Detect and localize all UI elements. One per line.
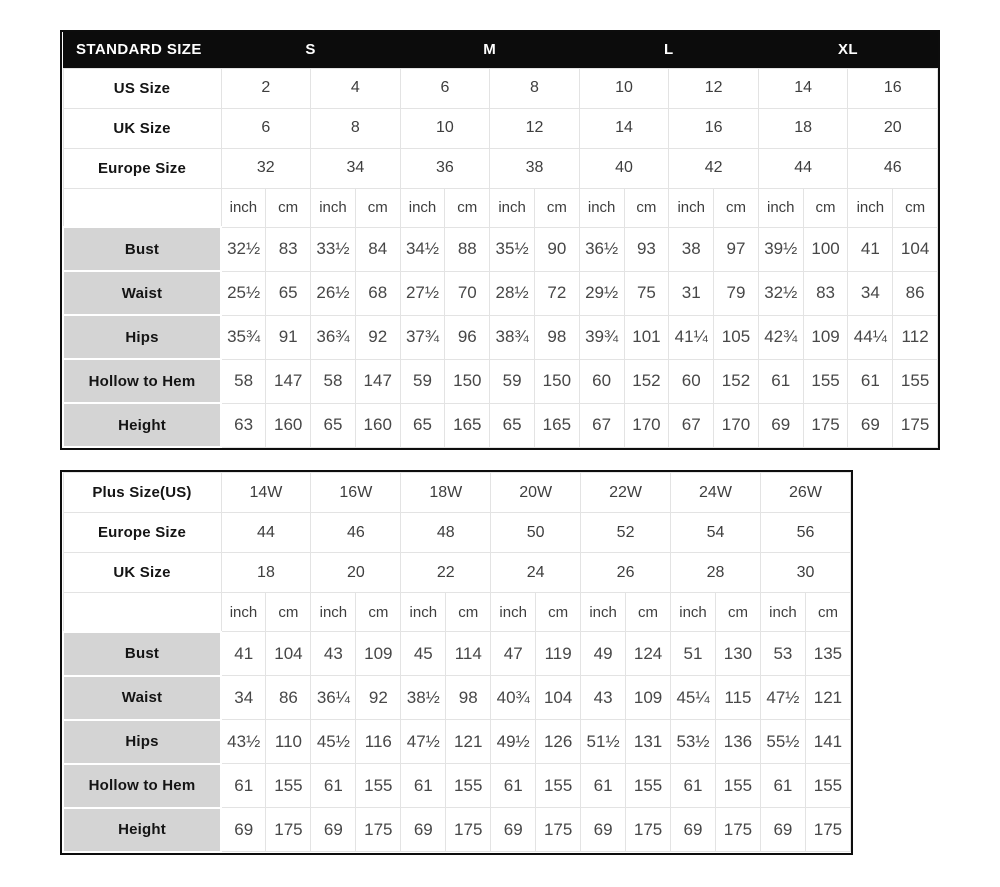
unit-cell: inch	[221, 593, 266, 632]
measure-row	[63, 315, 938, 359]
measure-value: 34½	[400, 227, 445, 271]
measure-value: 40¾	[491, 676, 536, 720]
measure-value: 33½	[311, 227, 356, 271]
measure-value: 47	[491, 632, 536, 676]
unit-cell: cm	[803, 188, 848, 227]
measure-value: 34	[221, 676, 266, 720]
measure-value: 59	[400, 359, 445, 403]
unit-cell: inch	[400, 188, 445, 227]
size-value: 28	[671, 553, 761, 593]
measure-value: 69	[221, 808, 266, 852]
size-value: 24W	[671, 473, 761, 513]
size-value: 8	[490, 68, 580, 108]
size-value: 30	[760, 553, 850, 593]
measure-value: 49	[581, 632, 626, 676]
measure-value: 45¼	[671, 676, 716, 720]
measure-value: 152	[624, 359, 669, 403]
measure-value: 41	[848, 227, 893, 271]
measure-value: 39¾	[579, 315, 624, 359]
measure-value: 175	[803, 403, 848, 447]
size-value: 48	[401, 513, 491, 553]
size-value: 24	[491, 553, 581, 593]
measure-value: 26½	[311, 271, 356, 315]
measure-value: 105	[714, 315, 759, 359]
size-value: 10	[400, 108, 490, 148]
size-row	[63, 148, 938, 188]
measure-value: 61	[491, 764, 536, 808]
row-label: Plus Size(US)	[63, 473, 221, 513]
measure-value: 155	[446, 764, 491, 808]
size-value: 6	[221, 108, 311, 148]
measure-value: 61	[758, 359, 803, 403]
standard-size-table	[62, 32, 938, 448]
measure-row	[63, 359, 938, 403]
measure-value: 65	[266, 271, 311, 315]
size-value: 32	[221, 148, 311, 188]
measure-value: 27½	[400, 271, 445, 315]
unit-cell: inch	[848, 188, 893, 227]
unit-cell: inch	[669, 188, 714, 227]
measure-value: 53	[760, 632, 805, 676]
size-value: 22	[401, 553, 491, 593]
measure-value: 86	[893, 271, 938, 315]
unit-cell: cm	[446, 593, 491, 632]
unit-cell: cm	[624, 188, 669, 227]
unit-cell: cm	[534, 188, 579, 227]
measure-value: 100	[803, 227, 848, 271]
measure-value: 98	[534, 315, 579, 359]
measure-value: 155	[536, 764, 581, 808]
measure-value: 135	[805, 632, 850, 676]
measure-value: 98	[446, 676, 491, 720]
measure-value: 83	[266, 227, 311, 271]
unit-cell: inch	[579, 188, 624, 227]
measure-value: 165	[534, 403, 579, 447]
measure-value: 67	[579, 403, 624, 447]
measure-value: 69	[758, 403, 803, 447]
measure-value: 121	[805, 676, 850, 720]
table-title: STANDARD SIZE	[63, 32, 221, 68]
size-value: 38	[490, 148, 580, 188]
measure-value: 75	[624, 271, 669, 315]
measure-value: 79	[714, 271, 759, 315]
measure-value: 43	[581, 676, 626, 720]
row-label: US Size	[63, 68, 221, 108]
measure-value: 32½	[221, 227, 266, 271]
size-group-header: L	[579, 32, 758, 68]
size-value: 26	[581, 553, 671, 593]
size-value: 36	[400, 148, 490, 188]
row-label: Europe Size	[63, 513, 221, 553]
measure-value: 119	[536, 632, 581, 676]
measure-value: 36¼	[311, 676, 356, 720]
size-value: 26W	[760, 473, 850, 513]
measure-value: 155	[266, 764, 311, 808]
measure-value: 84	[355, 227, 400, 271]
size-value: 54	[671, 513, 761, 553]
measure-value: 160	[266, 403, 311, 447]
plus-size-table-wrap	[60, 470, 853, 855]
size-value: 14	[579, 108, 669, 148]
measure-value: 60	[669, 359, 714, 403]
measure-value: 35½	[490, 227, 535, 271]
measure-value: 65	[400, 403, 445, 447]
unit-cell: inch	[758, 188, 803, 227]
size-value: 42	[669, 148, 759, 188]
size-group-header: M	[400, 32, 579, 68]
measure-row	[63, 676, 851, 720]
measure-value: 28½	[490, 271, 535, 315]
measure-value: 68	[355, 271, 400, 315]
unit-cell: cm	[445, 188, 490, 227]
measure-value: 83	[803, 271, 848, 315]
measure-value: 41¼	[669, 315, 714, 359]
measure-value: 61	[671, 764, 716, 808]
row-label: Waist	[63, 271, 221, 315]
size-value: 8	[311, 108, 401, 148]
measure-value: 63	[221, 403, 266, 447]
measure-value: 69	[760, 808, 805, 852]
size-value: 18	[221, 553, 311, 593]
measure-value: 109	[626, 676, 671, 720]
measure-value: 116	[356, 720, 401, 764]
measure-value: 109	[356, 632, 401, 676]
measure-value: 175	[805, 808, 850, 852]
size-value: 16	[848, 68, 938, 108]
measure-value: 165	[445, 403, 490, 447]
unit-cell: inch	[490, 188, 535, 227]
size-value: 44	[758, 148, 848, 188]
unit-cell: cm	[266, 188, 311, 227]
measure-row	[63, 403, 938, 447]
unit-cell: cm	[893, 188, 938, 227]
measure-value: 69	[671, 808, 716, 852]
size-value: 12	[669, 68, 759, 108]
measure-value: 101	[624, 315, 669, 359]
empty-corner-cell	[63, 188, 221, 227]
size-value: 46	[848, 148, 938, 188]
unit-row	[63, 188, 938, 227]
measure-value: 67	[669, 403, 714, 447]
row-label: Hips	[63, 720, 221, 764]
measure-value: 39½	[758, 227, 803, 271]
measure-value: 131	[626, 720, 671, 764]
measure-value: 42¾	[758, 315, 803, 359]
row-label: Waist	[63, 676, 221, 720]
measure-value: 55½	[760, 720, 805, 764]
unit-cell: inch	[221, 188, 266, 227]
size-value: 6	[400, 68, 490, 108]
measure-value: 61	[221, 764, 266, 808]
measure-value: 124	[626, 632, 671, 676]
unit-cell: cm	[266, 593, 311, 632]
measure-value: 58	[311, 359, 356, 403]
size-group-header: S	[221, 32, 400, 68]
size-row	[63, 108, 938, 148]
size-value: 34	[311, 148, 401, 188]
unit-cell: cm	[355, 188, 400, 227]
row-label: Europe Size	[63, 148, 221, 188]
size-value: 4	[311, 68, 401, 108]
measure-value: 31	[669, 271, 714, 315]
measure-value: 61	[311, 764, 356, 808]
measure-value: 110	[266, 720, 311, 764]
measure-value: 90	[534, 227, 579, 271]
measure-value: 38½	[401, 676, 446, 720]
measure-value: 92	[355, 315, 400, 359]
measure-value: 58	[221, 359, 266, 403]
measure-value: 141	[805, 720, 850, 764]
size-value: 20	[848, 108, 938, 148]
measure-value: 69	[311, 808, 356, 852]
measure-value: 51	[671, 632, 716, 676]
unit-row	[63, 593, 851, 632]
size-value: 44	[221, 513, 311, 553]
unit-cell: inch	[311, 593, 356, 632]
unit-cell: inch	[311, 188, 356, 227]
size-row	[63, 513, 851, 553]
unit-cell: inch	[581, 593, 626, 632]
plus-size-table	[62, 472, 851, 853]
unit-cell: inch	[401, 593, 446, 632]
measure-value: 37¾	[400, 315, 445, 359]
measure-value: 45½	[311, 720, 356, 764]
row-label: Hollow to Hem	[63, 359, 221, 403]
measure-value: 60	[579, 359, 624, 403]
size-value: 2	[221, 68, 311, 108]
measure-value: 61	[581, 764, 626, 808]
standard-size-table-wrap	[60, 30, 940, 450]
measure-value: 38	[669, 227, 714, 271]
measure-value: 69	[581, 808, 626, 852]
unit-cell: cm	[715, 593, 760, 632]
size-value: 46	[311, 513, 401, 553]
measure-value: 175	[893, 403, 938, 447]
measure-value: 155	[803, 359, 848, 403]
measure-value: 130	[715, 632, 760, 676]
size-value: 20	[311, 553, 401, 593]
measure-value: 155	[893, 359, 938, 403]
measure-value: 91	[266, 315, 311, 359]
measure-value: 175	[536, 808, 581, 852]
unit-cell: inch	[760, 593, 805, 632]
size-value: 56	[760, 513, 850, 553]
measure-value: 170	[624, 403, 669, 447]
measure-value: 150	[534, 359, 579, 403]
measure-value: 104	[536, 676, 581, 720]
row-label: Bust	[63, 227, 221, 271]
measure-value: 32½	[758, 271, 803, 315]
measure-value: 61	[848, 359, 893, 403]
measure-value: 88	[445, 227, 490, 271]
measure-value: 115	[715, 676, 760, 720]
measure-value: 35¾	[221, 315, 266, 359]
size-value: 40	[579, 148, 669, 188]
measure-value: 72	[534, 271, 579, 315]
measure-value: 36½	[579, 227, 624, 271]
measure-value: 69	[491, 808, 536, 852]
measure-value: 43	[311, 632, 356, 676]
row-label: Height	[63, 403, 221, 447]
measure-value: 104	[893, 227, 938, 271]
measure-value: 61	[760, 764, 805, 808]
measure-value: 38¾	[490, 315, 535, 359]
measure-value: 47½	[760, 676, 805, 720]
measure-value: 136	[715, 720, 760, 764]
size-row	[63, 68, 938, 108]
measure-value: 97	[714, 227, 759, 271]
measure-value: 51½	[581, 720, 626, 764]
size-value: 18W	[401, 473, 491, 513]
measure-value: 160	[355, 403, 400, 447]
size-value: 16W	[311, 473, 401, 513]
size-row	[63, 553, 851, 593]
measure-row	[63, 720, 851, 764]
unit-cell: inch	[671, 593, 716, 632]
measure-value: 65	[490, 403, 535, 447]
unit-cell: cm	[356, 593, 401, 632]
size-row	[63, 473, 851, 513]
measure-value: 70	[445, 271, 490, 315]
unit-cell: cm	[626, 593, 671, 632]
row-label: Height	[63, 808, 221, 852]
measure-value: 34	[848, 271, 893, 315]
measure-value: 104	[266, 632, 311, 676]
measure-value: 147	[266, 359, 311, 403]
measure-value: 175	[266, 808, 311, 852]
measure-row	[63, 632, 851, 676]
measure-value: 114	[446, 632, 491, 676]
row-label: Bust	[63, 632, 221, 676]
row-label: Hips	[63, 315, 221, 359]
measure-value: 69	[401, 808, 446, 852]
measure-value: 155	[356, 764, 401, 808]
measure-value: 47½	[401, 720, 446, 764]
measure-value: 29½	[579, 271, 624, 315]
measure-value: 25½	[221, 271, 266, 315]
size-value: 18	[758, 108, 848, 148]
measure-value: 36¾	[311, 315, 356, 359]
measure-value: 86	[266, 676, 311, 720]
measure-value: 65	[311, 403, 356, 447]
size-value: 16	[669, 108, 759, 148]
measure-value: 150	[445, 359, 490, 403]
unit-cell: cm	[805, 593, 850, 632]
measure-value: 175	[715, 808, 760, 852]
table-header-row	[63, 32, 938, 68]
row-label: UK Size	[63, 108, 221, 148]
measure-row	[63, 808, 851, 852]
measure-row	[63, 227, 938, 271]
measure-value: 41	[221, 632, 266, 676]
size-group-header: XL	[758, 32, 937, 68]
measure-value: 152	[714, 359, 759, 403]
measure-value: 170	[714, 403, 759, 447]
measure-value: 92	[356, 676, 401, 720]
measure-value: 59	[490, 359, 535, 403]
measure-value: 175	[356, 808, 401, 852]
measure-value: 175	[626, 808, 671, 852]
size-value: 20W	[491, 473, 581, 513]
measure-value: 69	[848, 403, 893, 447]
measure-value: 109	[803, 315, 848, 359]
measure-value: 147	[355, 359, 400, 403]
measure-value: 49½	[491, 720, 536, 764]
unit-cell: cm	[714, 188, 759, 227]
measure-value: 175	[446, 808, 491, 852]
measure-value: 43½	[221, 720, 266, 764]
measure-row	[63, 271, 938, 315]
measure-value: 112	[893, 315, 938, 359]
measure-value: 61	[401, 764, 446, 808]
measure-value: 44¼	[848, 315, 893, 359]
size-value: 22W	[581, 473, 671, 513]
measure-value: 126	[536, 720, 581, 764]
measure-value: 155	[805, 764, 850, 808]
size-value: 14	[758, 68, 848, 108]
measure-value: 121	[446, 720, 491, 764]
measure-value: 96	[445, 315, 490, 359]
unit-cell: inch	[491, 593, 536, 632]
measure-value: 93	[624, 227, 669, 271]
size-value: 14W	[221, 473, 311, 513]
measure-row	[63, 764, 851, 808]
unit-cell: cm	[536, 593, 581, 632]
measure-value: 45	[401, 632, 446, 676]
row-label: UK Size	[63, 553, 221, 593]
row-label: Hollow to Hem	[63, 764, 221, 808]
size-value: 50	[491, 513, 581, 553]
size-value: 10	[579, 68, 669, 108]
measure-value: 155	[626, 764, 671, 808]
measure-value: 53½	[671, 720, 716, 764]
size-value: 12	[490, 108, 580, 148]
measure-value: 155	[715, 764, 760, 808]
empty-corner-cell	[63, 593, 221, 632]
size-value: 52	[581, 513, 671, 553]
